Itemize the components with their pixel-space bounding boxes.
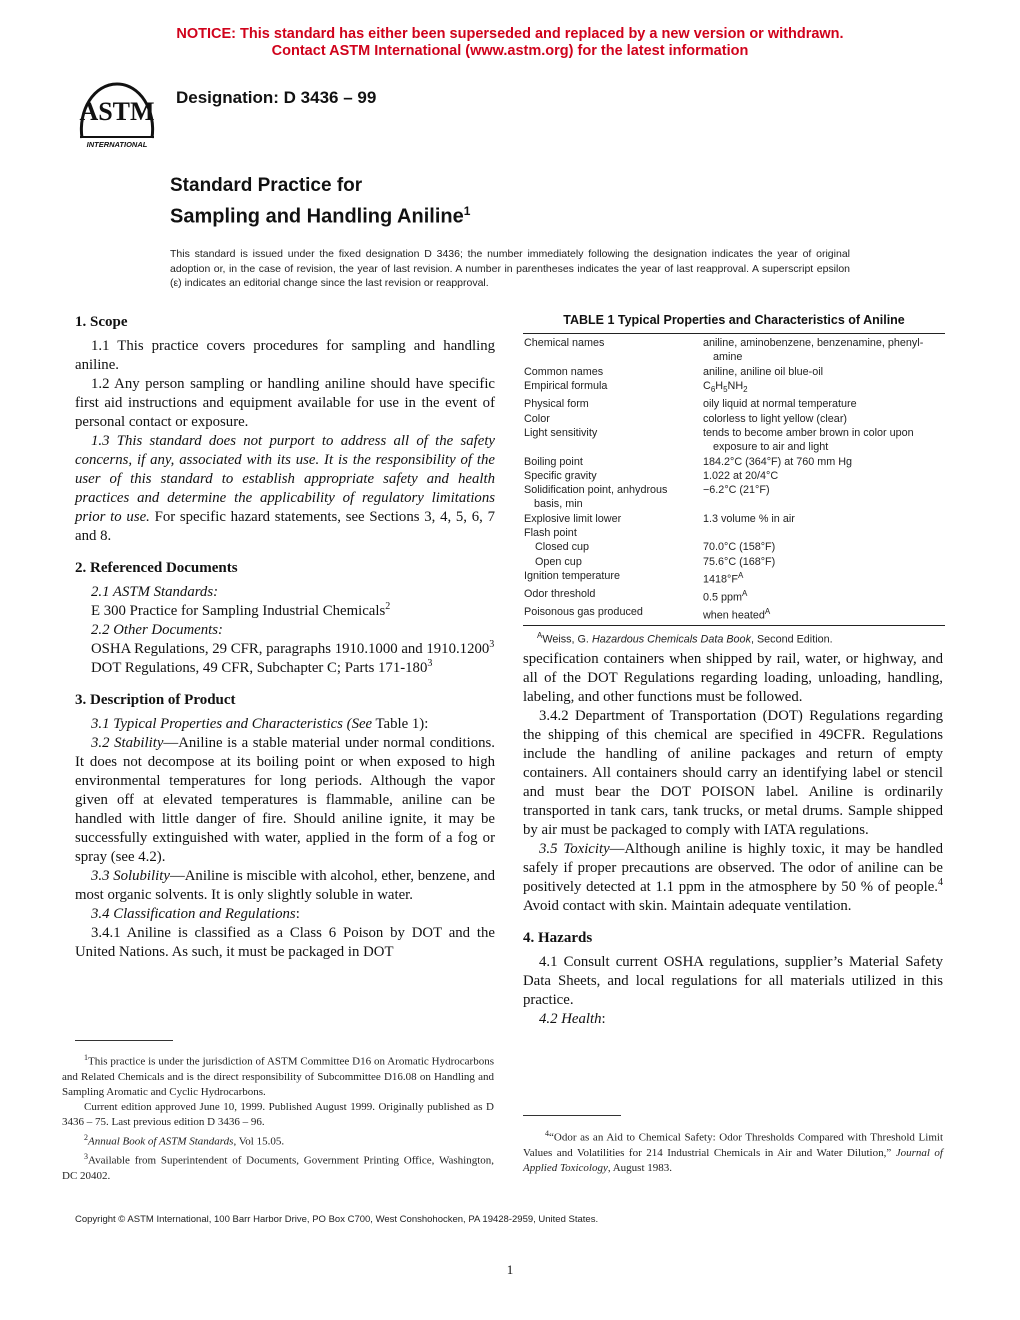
footnote-1: $^1$This practice is under the jurisdiction of ASTM Committee D16 on Aromatic Hydrocarbons and Related Chemicals and is the direct responsibility of Subcommittee D16.08 on Handling and Sampling Aromatic and Cyclic Hydrocarbons. (62, 1053, 494, 1098)
notice-line-1: NOTICE: This standard has either been superseded and replaced by a new version or withdrawn. (176, 26, 844, 42)
page-number: 1 (506, 1262, 514, 1277)
properties-table (523, 313, 945, 645)
section-heading-hazards: 4. Hazards (523, 930, 593, 946)
astm-logo (74, 76, 160, 150)
logo-sub: INTERNATIONAL (86, 140, 148, 149)
copyright-line: Copyright © ASTM International, 100 Barr Harbor Drive, PO Box C700, West Conshohocken, PA 19428-2959, United States. (75, 1214, 599, 1225)
table-row: Poisonous gas produced when heated$^A$ (524, 605, 771, 622)
table-row: Empirical formula $C_6H_5NH_2$ (523, 379, 945, 397)
title-line-2: Sampling and Handling Aniline$^1$ (170, 204, 471, 228)
table-row: Odor threshold 0.5 ppm$^A$ (524, 587, 748, 604)
para-3-5: 3.5 Toxicity—Although aniline is highly toxic, it may be handled safely if proper precautions are observed. The odor of aniline can be positively detected at 1.1 ppm in the atmosphere by 50 % of people.$^4$ Avoid contact with skin. Maintain adequate ventilation. (523, 841, 943, 914)
para-2-1: 2.1 ASTM Standards: (91, 584, 219, 600)
properties-table-body (523, 334, 945, 623)
table-footnote: $^A$Weiss, G. Hazardous Chemicals Data Book, Second Edition. (537, 630, 833, 646)
table-row: Boiling point 184.2°C (364°F) at 760 mm Hg (524, 455, 853, 468)
table-row: Chemical names aniline, aminobenzene, benzenamine, phenyl- amine (524, 337, 924, 364)
para-1-1: 1.1 This practice covers procedures for sampling and handling aniline. (75, 338, 495, 373)
ref-e300: E 300 Practice for Sampling Industrial Chemicals$^2$ (91, 601, 391, 619)
table-row: Solidification point, anhydrous basis, min −6.2°C (21°F) (524, 484, 770, 511)
para-4-2: 4.2 Health: (539, 1011, 606, 1027)
footnote-rule-right (523, 1115, 621, 1116)
table-row: Light sensitivity tends to become amber brown in color upon exposure to air and light (524, 426, 914, 454)
designation: Designation: D 3436 – 99 (176, 88, 377, 107)
table-row: Ignition temperature $1418^\circ F^A$ (524, 569, 744, 586)
para-3-4-1-continued: specification containers when shipped by rail, water, or highway, and all of the DOT Regulations regarding loading, unloading, handling, labeling, and other functions must be followed. (523, 651, 943, 705)
title-line-1: Standard Practice for (170, 175, 363, 196)
footnote-2: $^2$Annual Book of ASTM Standards, Vol 15.05. (84, 1132, 285, 1148)
notice-line-2: Contact ASTM International (www.astm.org) for the latest information (271, 43, 749, 59)
section-heading-referenced-documents: 2. Referenced Documents (75, 560, 238, 576)
footnote-1-dates: Current edition approved June 10, 1999. Published August 1999. Originally published as D 3436 – 75. Last previous edition D 3436 – 96. (62, 1100, 494, 1128)
table-row: Open cup 75.6°C (168°F) (535, 555, 776, 568)
table-row: Physical form oily liquid at normal temperature (524, 398, 857, 411)
para-4-1: 4.1 Consult current OSHA regulations, supplier’s Material Safety Data Sheets, and local regulations for all materials utilized in this practice. (523, 954, 943, 1008)
left-column (75, 312, 495, 962)
para-3-3: 3.3 Solubility—Aniline is miscible with alcohol, ether, benzene, and most organic solvents. It is only slightly soluble in water. (75, 868, 495, 903)
logo-letters: ASTM (79, 97, 155, 126)
para-2-2: 2.2 Other Documents: (91, 622, 223, 638)
footnotes-right (523, 1126, 943, 1176)
para-3-1: 3.1 Typical Properties and Characteristics (See Table 1): (91, 716, 429, 732)
supersede-notice (0, 26, 1020, 60)
table-row: Flash point (524, 527, 577, 540)
footnote-4: $^4$“Odor as an Aid to Chemical Safety: Odor Thresholds Compared with Threshold Limit Values and Volatilities for 214 Industrial Chemicals in Air and Water Dilution,” Journal of Applied Toxicology, August 1983. (523, 1129, 943, 1174)
ref-dot: DOT Regulations, 49 CFR, Subchapter C; Parts $171-180^3$ (91, 658, 433, 676)
table-row: Color colorless to light yellow (clear) (524, 412, 848, 425)
para-1-3: 1.3 This standard does not purport to address all of the safety concerns, if any, associated with its use. It is the responsibility of the user of this standard to establish appropriate safety and health practices and determine the applicability of regulatory limitations prior to use. For specific hazard statements, see Sections 3, 4, 5, 6, 7 and 8. (75, 433, 495, 544)
footnote-3: $^3$Available from Superintendent of Documents, Government Printing Office, Washington, DC 20402. (62, 1152, 494, 1182)
para-3-4-2: 3.4.2 Department of Transportation (DOT) Regulations regarding the shipping of this chemical are specified in 49CFR. Regulations include the handling of aniline packages and return of empty containers. All containers should carry an identifying label or stencil and must bear the DOT POISON label. Aniline is ordinarily transported in tank cars, tank trucks, or metal drums. Sample shipped by air must be packaged to comply with IATA regulations. (523, 708, 943, 838)
table-row: Common names aniline, aniline oil blue-oil (524, 365, 824, 378)
para-3-4: 3.4 Classification and Regulations: (91, 906, 300, 922)
page-title (170, 174, 470, 230)
empirical-formula: $C_6H_5NH_2$ (703, 379, 748, 395)
title-footnote-ref: 1 (463, 204, 471, 218)
issuance-statement: This standard is issued under the fixed designation D 3436; the number immediately following the designation indicates the year of original adoption or, in the case of revision, the year of last revision. A number in parentheses indicates the year of last reapproval. A superscript epsilon (ε) indicates an editorial change since the last revision or reapproval. (170, 248, 850, 289)
section-heading-description: 3. Description of Product (75, 692, 236, 708)
table-row: Closed cup 70.0°C (158°F) (535, 541, 776, 554)
para-3-2: 3.2 Stability—Aniline is a stable material under normal conditions. It does not decompose at its boiling point or when exposed to high environmental temperatures for long periods. Although the vapor given off at elevated temperatures is flammable, aniline can be handled with little danger of fire. Should aniline ignite, it may be successfully extinguished with water, applied in the form of a fog or spray (see 4.2). (75, 735, 496, 865)
table-row: Explosive limit lower 1.3 volume % in air (524, 512, 795, 525)
para-1-2: 1.2 Any person sampling or handling aniline should have specific first aid instructions and equipment available for use in the event of personal contact or exposure. (75, 376, 495, 430)
footnote-rule-left (75, 1040, 173, 1041)
ref-osha: OSHA Regulations, 29 CFR, paragraphs 1910.1000 and 1910.1200$^3$ (91, 639, 495, 657)
right-column (523, 650, 943, 1029)
footnotes-left (62, 1050, 494, 1184)
para-3-4-1: 3.4.1 Aniline is classified as a Class 6 Poison by DOT and the United Nations. As such, it must be packaged in DOT (75, 925, 495, 960)
section-heading-scope: 1. Scope (75, 314, 128, 330)
table-caption: TABLE 1 Typical Properties and Characteristics of Aniline (563, 313, 905, 327)
table-row: Specific gravity 1.022 at 20/4°C (524, 469, 779, 482)
